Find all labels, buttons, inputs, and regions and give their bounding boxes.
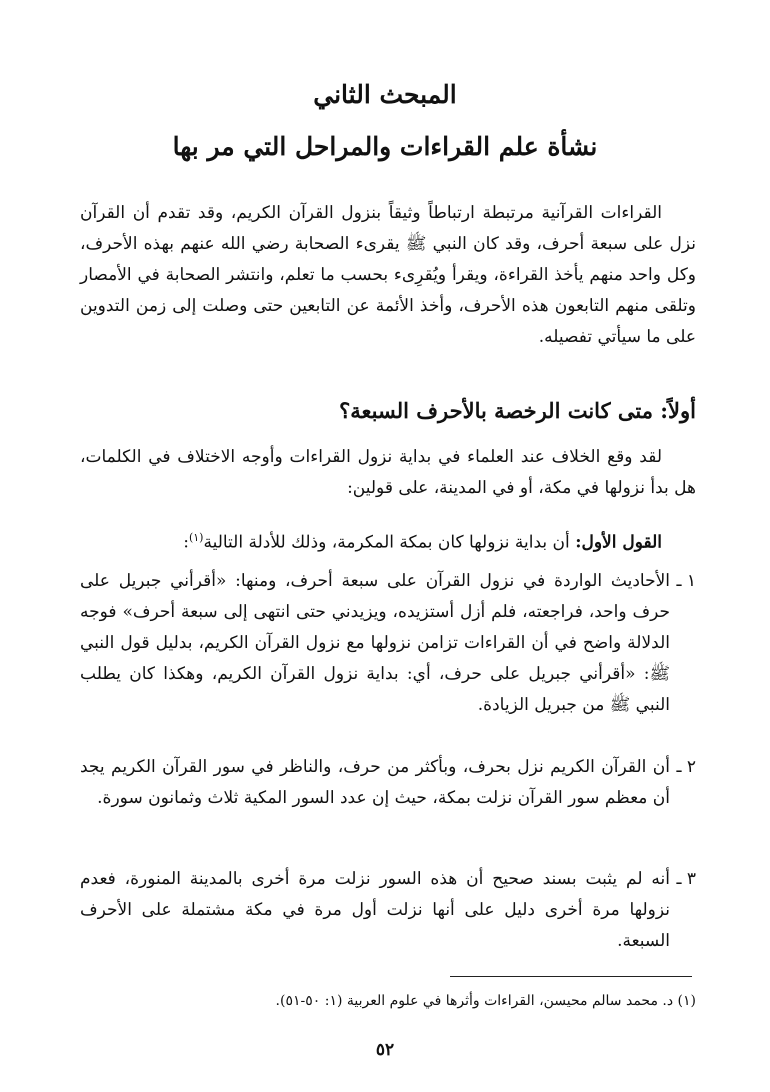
evidence-item-1 [80,566,696,721]
evidence-item-2 [80,752,696,814]
first-view-trailing: : [183,532,189,553]
footnote-marker: (١) [188,531,204,544]
evidence-text: أن القرآن الكريم نزل بحرف، وبأكثر من حرف، والناظر في سور القرآن الكريم يجد أن معظم سور القرآن نزلت بمكة، حيث إن عدد السور المكية ثلاث وثمانون سورة. [80,757,670,808]
evidence-text: الأحاديث الواردة في نزول القرآن على سبعة أحرف، ومنها: «أقرأني جبريل على حرف واحد، فراجعته، فلم أزل أستزيده، ويزيدني حتى انتهى إلى سبعة أحرف» فوجه الدلالة واضح في أن القراءات تزامن نزولها مع نزول القرآن الكريم، بدليل قول النبي ﷺ: «أقرأني جبريل على حرف، أي: بداية نزول القرآن الكريم، وهكذا كان يطلب النبي ﷺ من جبريل الزيادة. [80,571,670,715]
first-view-text: أن بداية نزولها كان بمكة المكرمة، وذلك للأدلة التالية [203,532,570,553]
evidence-number: ١ ـ [676,571,696,591]
page-number: ٥٢ [375,1040,395,1060]
footnote-divider [450,976,692,977]
evidence-item-3 [80,864,696,957]
footnote: (١) د. محمد سالم محيسن، القراءات وأثرها في علوم العربية (١: ٥٠-٥١). [275,993,696,1009]
evidence-number: ٣ ـ [676,869,696,889]
evidence-text: أنه لم يثبت بسند صحيح أن هذه السور نزلت مرة أخرى بالمدينة المنورة، فعدم نزولها مرة أخرى دليل على أنها نزلت أول مرة في مكة مشتملة على الأحرف السبعة. [80,869,670,951]
intro-paragraph: القراءات القرآنية مرتبطة ارتباطاً وثيقاً بنزول القرآن الكريم، وقد تقدم أن القرآن نزل على سبعة أحرف، وقد كان النبي ﷺ يقرىء الصحابة رضي الله عنهم بهذه الأحرف، وكل واحد منهم يأخذ القراءة، ويقرأ ويُقرِىء بحسب ما تعلم، وانتشر الصحابة في الأمصار وتلقى منهم التابعون هذه الأحرف، وأخذ الأئمة عن التابعين حتى وصلت إلى زمن التدوين على ما سيأتي تفصيله. [80,203,696,347]
evidence-number: ٢ ـ [676,757,696,777]
disagreement-paragraph: لقد وقع الخلاف عند العلماء في بداية نزول القراءات وأوجه الاختلاف في الكلمات، هل بدأ نزولها في مكة، أو في المدينة، على قولين: [80,447,696,498]
chapter-subtitle: نشأة علم القراءات والمراحل التي مر بها [172,132,598,161]
first-view-label: القول الأول: [575,532,662,553]
section-heading: أولاً: متى كانت الرخصة بالأحرف السبعة؟ [339,398,696,423]
chapter-title: المبحث الثاني [313,80,457,109]
first-view-paragraph [80,522,696,559]
